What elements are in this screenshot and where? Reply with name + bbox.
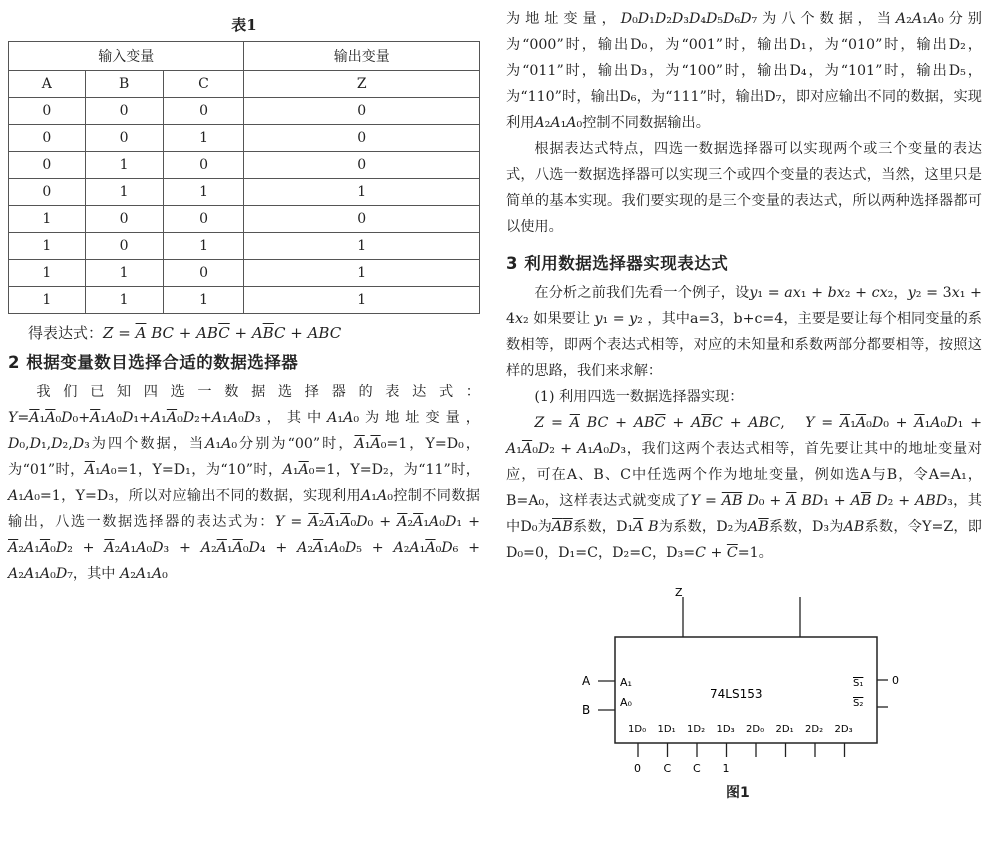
right-column <box>506 6 982 566</box>
section-2-paragraph-2: 根据表达式特点，四选一数据选择器可以实现两个或三个变量的表达式，八选一数据选择器可以实现三个或四个变量的表达式，当然，这里只是简单的基本实现。我们要实现的是三个变量的表达式，所以两种选择器都可以使用。 <box>506 141 982 235</box>
data-pin-label: 1D₁ <box>657 724 676 735</box>
table-cell: 0 <box>85 233 163 260</box>
section-2-paragraph-1-continued: 为地址变量，D₀D₁D₂D₃D₄D₅D₆D₇为八个数据，当A₂A₁A₀分别为“000”时，输出D₀，为“001”时，输出D₁，为“010”时，输出D₂，为“011”时，输出D₃，为“100”时，输出D₄，为“101”时，输出D₅，为“110”时，输出D₆，为“111”时，输出D₇，即对应输出不同的数据，实现利用A₂A₁A₀控制不同数据输出。 <box>506 11 982 131</box>
section-2-paragraph-1: 我们已知四选一数据选择器的表达式：$Y=\overline{A}_1\overline{A}_0D_0+\overline{A}_1A_0D_1+A_1\overline{A}_0D_2+A_1A_0D_3$，其中A₁A₀为地址变量，D₀,D₁,D₂,D₃为四个数据，当A₁A₀分别为“00”时，$\overline{A}_1\overline{A}_0=1$，Y=D₀，为“01”时，$\overline{A}_1A_0=1$，Y=D₁，为“10”时，$A_1\overline{A}_0=1$，Y=D₂，为“11”时，A₁A₀=1，Y=D₃，所以对应输出不同的数据，实现利用A₁A₀控制不同数据输出，八选一数据选择器的表达式为：$Y = \overline{A}_2\overline{A}_1\overline{A}_0D_0 + \overline{A}_2\overline{A}_1A_0D_1 + \overline{A}_2A_1\overline{A}_0D_2 + \overline{A}_2A_1A_0D_3 + A_2\overline{A}_1\overline{A}_0D_4 + A_2\overline{A}_1A_0D_5 + A_2A_1\overline{A}_0D_6 + A_2A_1A_0D_7$，其中 A₂A₁A₀ <box>8 384 480 582</box>
data-pin-value: 0 <box>634 762 641 775</box>
table-cell: 0 <box>163 98 244 125</box>
data-pin-label: 2D₁ <box>775 724 794 735</box>
table-cell: 1 <box>85 287 163 314</box>
circuit-diagram <box>570 582 910 812</box>
table-cell: 1 <box>163 179 244 206</box>
table-row <box>9 152 480 179</box>
table-cell: 0 <box>244 125 480 152</box>
table-row <box>9 98 480 125</box>
table-cell: 1 <box>244 260 480 287</box>
table-row <box>9 206 480 233</box>
column-header-a: A <box>9 71 86 98</box>
column-header-b: B <box>85 71 163 98</box>
pin-s2-label: S₂ <box>853 698 864 709</box>
table-cell: 1 <box>244 287 480 314</box>
figure-caption: 图1 <box>726 785 750 801</box>
table-cell: 1 <box>85 179 163 206</box>
section-3-title: 3 利用数据选择器实现表达式 <box>506 254 729 273</box>
table-cell: 1 <box>163 125 244 152</box>
data-pin-label: 2D₀ <box>746 724 765 735</box>
table-cell: 0 <box>244 206 480 233</box>
pin-a1-label: A₁ <box>620 676 632 689</box>
table-cell: 1 <box>85 152 163 179</box>
enable-value: 0 <box>892 674 899 687</box>
column-header-c: C <box>163 71 244 98</box>
table-row <box>9 125 480 152</box>
section-3-paragraph-3: $Z = \overline{A}$ BC + $AB\overline{C} + A\overline{B}C$ + ABC, $Y = \overline{A}_1\overline{A}_0D_0 + \overline{A}_1A_0D_1 + A_1\overline{A}_0D_2 + A_1A_0D_3$，我们这两个表达式相等，首先要让其中的地址变量对应，可在A、B、C中任选两个作为地址变量，例如选A与B，令A=A₁，B=A₀，这样表达式就变成了$Y = \overline{A}\overline{B}$ $D_0 + \overline{A}$ $BD_1 + A\overline{B}$ D₂ + ABD₃，其中D₀为$\overline{A}\overline{B}$系数，$D_1\overline{A}$ B为系数，D₂为$A\overline{B}$系数，D₃为AB系数，令Y=Z，即D₀=0，D₁=C，D₂=C，$D_3=C + \overline{C}=1$。 <box>506 415 982 561</box>
table-cell: 0 <box>163 260 244 287</box>
table-cell: 1 <box>85 260 163 287</box>
input-b-label: B <box>582 703 591 717</box>
table-cell: 1 <box>9 206 86 233</box>
section-2-title: 2 根据变量数目选择合适的数据选择器 <box>8 353 299 372</box>
table-cell: 0 <box>9 125 86 152</box>
table-cell: 0 <box>85 98 163 125</box>
data-pin-label: 2D₂ <box>805 724 824 735</box>
table-cell: 1 <box>163 233 244 260</box>
chip-label: 74LS153 <box>710 687 763 701</box>
table-cell: 0 <box>244 98 480 125</box>
input-variables-header: 输入变量 <box>9 42 244 71</box>
table-cell: 1 <box>9 287 86 314</box>
data-pin-label: 2D₃ <box>834 724 853 735</box>
table-row <box>9 233 480 260</box>
data-pins-group <box>628 724 853 775</box>
table-cell: 0 <box>9 98 86 125</box>
table-cell: 1 <box>244 233 480 260</box>
truth-table-body <box>9 98 480 314</box>
column-header-z: Z <box>244 71 480 98</box>
pin-s1-label: S₁ <box>853 678 864 689</box>
table-cell: 0 <box>9 179 86 206</box>
data-pin-value: C <box>663 762 672 775</box>
output-variables-header: 输出变量 <box>244 42 480 71</box>
data-pin-label: 1D₀ <box>628 724 647 735</box>
table-row <box>9 287 480 314</box>
table-cell: 0 <box>85 206 163 233</box>
left-column <box>8 14 480 587</box>
section-3-paragraph-1: 在分析之前我们先看一个例子，设y₁ = ax₁ + bx₂ + cx₂，y₂ = 3x₁ + 4x₂ 如果要让 y₁ = y₂ ，其中a=3，b+c=4，主要是要让每个相同变量的系数相等，即两个表达式相等，对应的未知量和系数两部分都要相等，按照这样的思路，我们来求解： <box>506 285 982 379</box>
truth-table <box>8 41 480 314</box>
figure-74ls153-circuit <box>570 582 910 812</box>
table-cell: 1 <box>244 179 480 206</box>
pin-a0-label: A₀ <box>620 696 632 709</box>
input-a-label: A <box>582 674 591 688</box>
table-cell: 0 <box>244 152 480 179</box>
table-cell: 0 <box>85 125 163 152</box>
derived-expression: 得表达式：$Z = \overline{A}$ BC + $AB\overline{C} + A\overline{B}C$ + ABC <box>28 324 342 342</box>
section-3-paragraph-2: (1) 利用四选一数据选择器实现： <box>534 389 744 405</box>
table-row <box>9 260 480 287</box>
table-cell: 1 <box>9 260 86 287</box>
data-pin-value: 1 <box>722 762 730 775</box>
table-cell: 0 <box>163 206 244 233</box>
output-label: Z <box>675 586 683 599</box>
data-pin-value: C <box>693 762 701 775</box>
data-pin-label: 1D₂ <box>687 724 706 735</box>
table-cell: 1 <box>163 287 244 314</box>
data-pin-label: 1D₃ <box>716 724 735 735</box>
table-caption: 表1 <box>231 16 257 34</box>
table-cell: 0 <box>9 152 86 179</box>
table-cell: 1 <box>9 233 86 260</box>
table-row <box>9 179 480 206</box>
table-cell: 0 <box>163 152 244 179</box>
